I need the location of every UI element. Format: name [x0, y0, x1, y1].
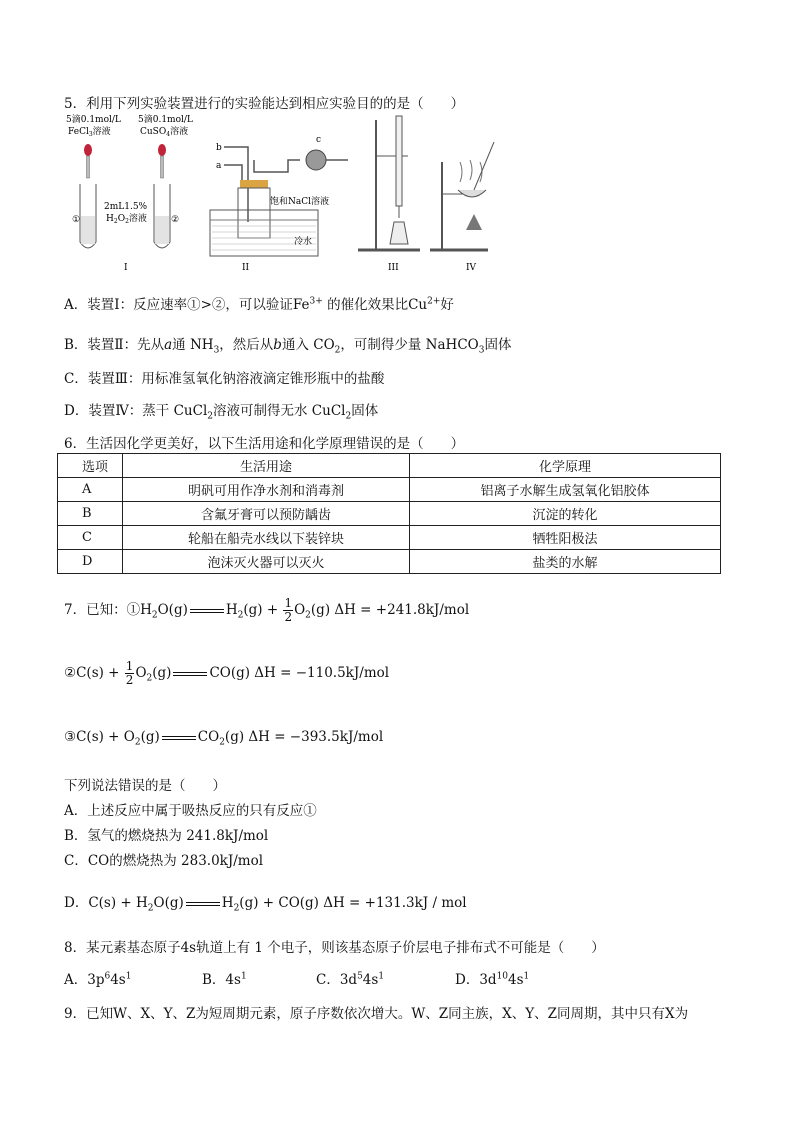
q6-table — [57, 453, 721, 574]
q5-option-b: B．装置Ⅱ：先从a通 $NH_3$，然后从b通入 $CO_2$，可制得少量 NaHCO$_3$固体 — [64, 337, 512, 356]
q7-option-b: B．氢气的燃烧热为 241.8kJ/mol — [64, 828, 269, 844]
q5-option-c: C．装置Ⅲ：用标准氢氧化钠溶液滴定锥形瓶中的盐酸 — [64, 371, 385, 387]
fig2-caption: II — [242, 263, 250, 273]
fig1-num-1: ① — [72, 215, 81, 225]
q9-stem: 9．已知W、X、Y、Z为短周期元素，原子序数依次增大。W、Z同主族，X、Y、Z同周期，其中只有X为 — [64, 1006, 689, 1022]
q7-option-d: D．$C(s) + H_2O(g) H_2(g) + CO(g) \Delta H = +131.3kJ$ / mol — [64, 895, 467, 914]
q6-stem: 6．生活因化学更美好，以下生活用途和化学原理错误的是（ ） — [64, 436, 465, 452]
fig1-label-mid-1: 2mL1.5% — [104, 202, 148, 212]
svg-text:c: c — [316, 135, 322, 145]
fig2-label-water: 冷水 — [294, 237, 313, 247]
q7-option-c: C．CO的燃烧热为 283.0kJ/mol — [64, 853, 264, 869]
fig1-label-mid-2: $H_2O_2$溶液 — [106, 214, 147, 225]
fig1-caption: I — [124, 263, 128, 273]
fig2-label-salt: 饱和NaCl溶液 — [270, 197, 330, 207]
q7-equation-3: ③C(s) + $O_2(g)$ $CO_2(g) \Delta H = -393.5kJ/mol$ — [64, 729, 384, 748]
table-row: C 轮船在船壳水线以下装锌块 牺牲阳极法 — [58, 526, 721, 550]
q5-stem: 5．利用下列实验装置进行的实验能达到相应实验目的的是（ ） — [64, 96, 465, 112]
fig1-label-left-2: FeCl$_3$溶液 — [68, 127, 111, 138]
table-row: D 泡沫灭火器可以灭火 盐类的水解 — [58, 550, 721, 574]
table-row: A 明矾可用作净水剂和消毒剂 铝离子水解生成氢氧化铝胶体 — [58, 478, 721, 502]
table-header-row — [58, 454, 721, 478]
q5-option-a: A．装置Ⅰ：反应速率①>②，可以验证$Fe^{3+}$ 的催化效果比$Cu^{2+}$好 — [64, 296, 454, 313]
header-option: 选项 — [58, 454, 123, 478]
q8-option-a: A．$3p^64s^1$ — [64, 971, 132, 988]
fig1-test-tubes — [66, 113, 193, 273]
fig3-titration — [358, 116, 420, 273]
q5-apparatus-figure — [58, 112, 498, 274]
q7-option-a: A．上述反应中属于吸热反应的只有反应① — [64, 803, 317, 819]
fig3-caption: III — [388, 263, 399, 273]
q5-option-d: D．装置Ⅳ：蒸干 CuCl$_2$溶液可制得无水 CuCl$_2$固体 — [64, 403, 379, 422]
q8-option-d: D．$3d^{10}4s^1$ — [455, 971, 530, 988]
fig2-gas-bottle — [210, 135, 348, 273]
fig1-label-right-2: CuSO$_4$溶液 — [140, 127, 189, 138]
header-usage: 生活用途 — [123, 454, 410, 478]
table-row: B 含氟牙膏可以预防龋齿 沉淀的转化 — [58, 502, 721, 526]
fig4-evaporation — [430, 142, 494, 273]
q7-equation-1: 7．已知：$①H_2O(g) H_2(g)$ + $\frac{1}{2}$ $O_2(g) \Delta H = +241.8kJ/mol$ — [64, 596, 470, 624]
q7-equation-2: ②C(s) + $\frac{1}{2}$ $O_2(g)$ CO(g) ΔH = −110.5kJ/mol — [64, 659, 390, 687]
fig1-label-left-1: 5滴0.1mol/L — [66, 115, 121, 125]
fig4-caption: IV — [466, 263, 477, 273]
q7-sub-stem: 下列说法错误的是（ ） — [64, 778, 226, 794]
header-principle: 化学原理 — [410, 454, 721, 478]
svg-text:b: b — [216, 143, 222, 153]
fig1-num-2: ② — [171, 215, 180, 225]
fig1-label-right-1: 5滴0.1mol/L — [138, 115, 193, 125]
q8-option-b: B．$4s^1$ — [202, 971, 247, 988]
q8-stem: 8．某元素基态原子4s轨道上有 1 个电子，则该基态原子价层电子排布式不可能是（ ） — [64, 940, 605, 956]
svg-text:a: a — [216, 161, 222, 171]
q8-option-c: C．$3d^54s^1$ — [316, 971, 385, 988]
